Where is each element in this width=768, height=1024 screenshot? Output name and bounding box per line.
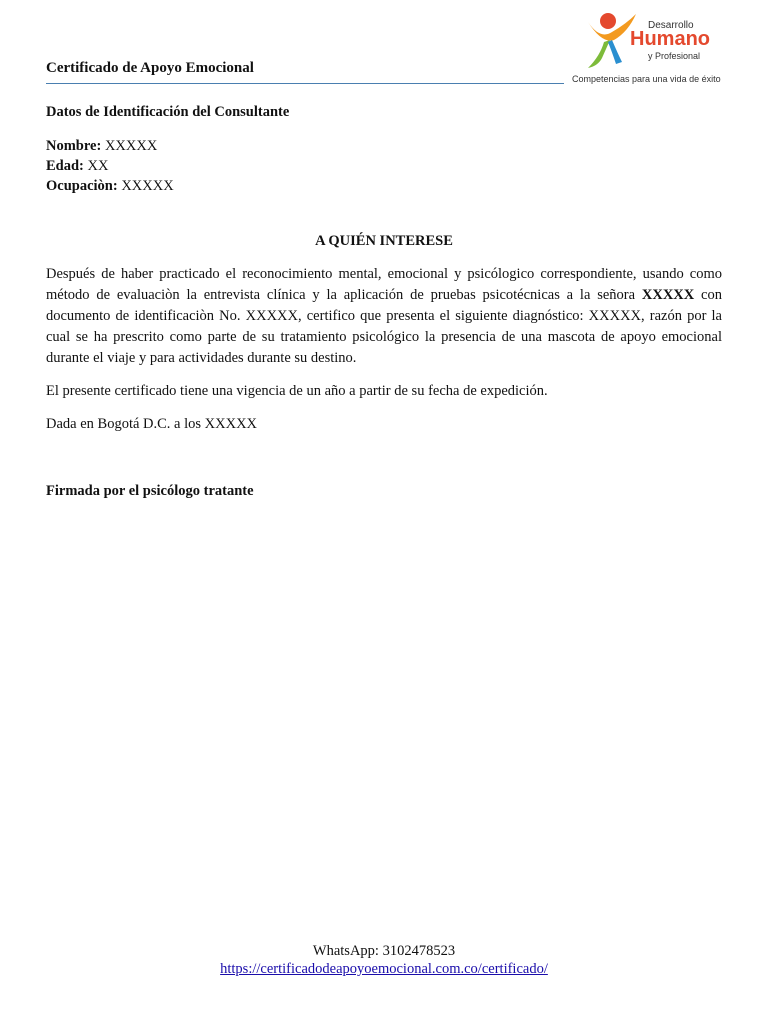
field-value: XX — [87, 158, 109, 174]
field-value: XXXXX — [121, 178, 174, 194]
salutation-heading: A QUIÉN INTERESE — [315, 233, 453, 249]
issue-place-paragraph: Dada en Bogotá D.C. a los XXXXX — [46, 416, 258, 432]
logo-tagline: Competencias para una vida de éxito — [572, 74, 721, 84]
field-label: Edad: — [46, 158, 84, 174]
certification-paragraph — [46, 264, 722, 369]
website-link[interactable]: https://certificadodeapoyoemocional.com.co/certificado/ — [220, 961, 548, 977]
company-logo — [572, 10, 762, 90]
signature-label: Firmada por el psicólogo tratante — [46, 483, 254, 499]
header-divider — [46, 83, 564, 84]
patient-name: XXXXX — [641, 287, 695, 303]
field-value: XXXXX — [104, 138, 158, 154]
logo-brand-text: Humano — [630, 28, 710, 50]
field-label: Ocupaciòn: — [46, 178, 118, 194]
field-label: Nombre: — [46, 138, 102, 154]
footer-whatsapp: WhatsApp: 3102478523 — [312, 943, 456, 959]
logo-small-text: Desarrollo — [648, 20, 694, 31]
field-ocupacion — [46, 178, 174, 195]
paragraph-text-start: Después de haber practicado el reconocimiento mental, emocional y psicólogico correspondiente, usando como método de evaluaciòn la entrevista clínica y la aplicación de pruebas psicotécnicas a la señora — [46, 266, 722, 303]
footer-link-row — [0, 961, 768, 978]
logo-sub-text: y Profesional — [648, 51, 701, 61]
validity-paragraph: El presente certificado tiene una vigencia de un año a partir de su fecha de expedición. — [46, 383, 548, 399]
paragraph-text-end: con documento de identificaciòn No. XXXXX, certifico que presenta el siguiente diagnóstico: XXXXX, razón por la cual se ha prescrito como parte de su tratamiento psicológico la presencia de una mascota de apoyo emocional durante el viaje y para actividades durante su destino. — [46, 287, 722, 366]
field-edad — [46, 158, 108, 175]
document-title: Certificado de Apoyo Emocional — [46, 60, 254, 76]
field-nombre — [46, 138, 157, 155]
identification-section-title: Datos de Identificación del Consultante — [46, 104, 290, 120]
